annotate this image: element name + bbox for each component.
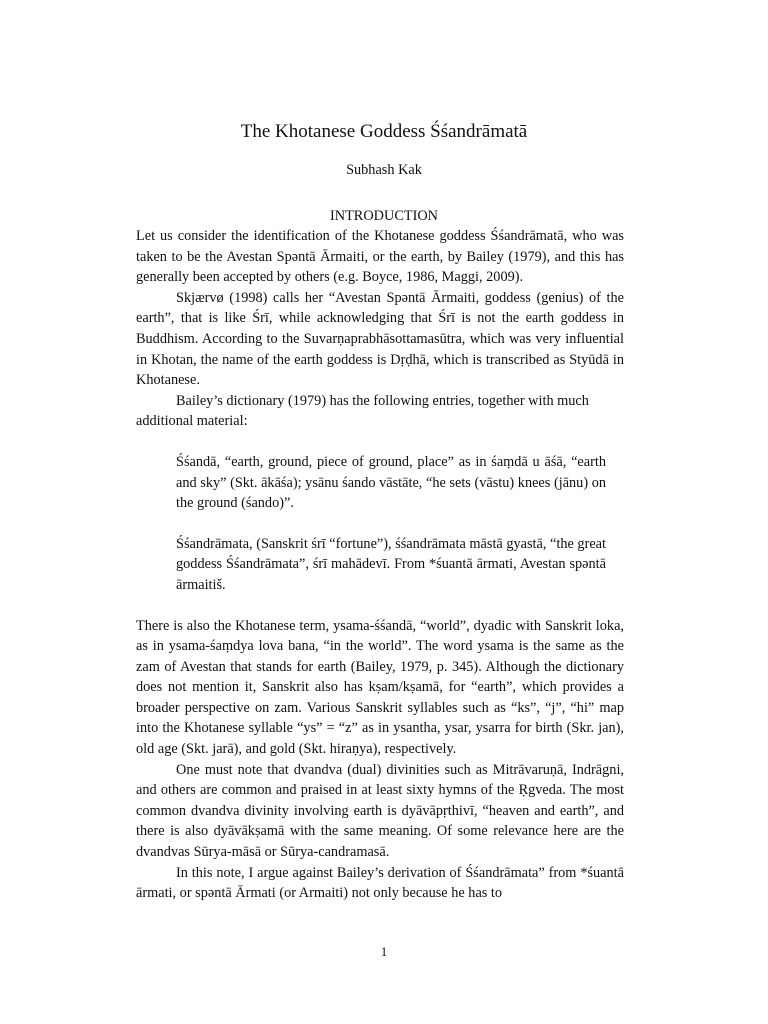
section-heading: INTRODUCTION [329, 208, 438, 224]
page-footer [0, 942, 768, 963]
author-name: Subhash Kak [346, 162, 422, 178]
paragraph-argument: In this note, I argue against Bailey’s derivation of Śśandrāmata” from *śuantā ārmati, or spəntā Ārmati (or Armaiti) not only because he has to [136, 864, 624, 902]
body-text [136, 226, 624, 904]
page-title: The Khotanese Goddess Śśandrāmatā [240, 121, 528, 142]
paragraph-ysama-ssanda: There is also the Khotanese term, ysama-śśandā, “world”, dyadic with Sanskrit loka, as in ysama-śaṃdya lova bana, “in the world”. The word ysama is the same as the zam of Avestan that stands for earth (Bailey, 1979, p. 345). Although the dictionary does not mention it, Sanskrit also has kṣam/kṣamā, for “earth”, which provides a broader perspective on zam. Various Sanskrit syllables such as “ks”, “j”, “hi” map into the Khotanese syllable “ys” = “z” as in ysantha, ysar, ysarra for birth (Skr. jan), old age (Skt. jarā), and gold (Skt. hiraṇya), respectively. [136, 617, 624, 758]
paragraph-skjaervo: Skjærvø (1998) calls her “Avestan Spəntā Ārmaiti, goddess (genius) of the earth”, that is like Śrī, while acknowledging that Śrī is not the earth goddess in Buddhism. According to the Suvarṇaprabhāsottamasūtra, which was very influential in Khotan, the name of the earth goddess is Dṛḍhā, which is transcribed as Styūdā in Khotanese. [136, 289, 624, 389]
paragraph-dvandva: One must note that dvandva (dual) divinities such as Mitrāvaruṇā, Indrāgni, and others are common and praised in at least sixty hymns of the Ṛgveda. The most common dvandva divinity involving earth is dyāvāpṛthivī, “heaven and earth”, and there is also dyāvākṣamā with the same meaning. Of some relevance here are the dvandvas Sūrya-māsā or Sūrya-candramasā. [136, 761, 624, 861]
dictionary-entry-ssanda: Śśandā, “earth, ground, piece of ground, place” as in śaṃdā u āśā, “earth and sky” (Skt. ākāśa); ysānu śando vāstāte, “he sets (vāstu) knees (jānu) on the ground (śando)”. [176, 453, 606, 512]
dictionary-entry-ssandramata: Śśandrāmata, (Sanskrit śrī “fortune”), śśandrāmata māstā gyastā, “the great goddess Śśandrāmata”, śrī mahādevī. From *śuantā ārmati, Avestan spəntā ārmaitiš. [176, 535, 606, 593]
paragraph-bailey-dictionary: Bailey’s dictionary (1979) has the following entries, together with much additional material: [136, 392, 589, 430]
page-number: 1 [380, 944, 388, 959]
paragraph-identification: Let us consider the identification of the Khotanese goddess Śśandrāmatā, who was taken to be the Avestan Spəntā Ārmaiti, or the earth, by Bailey (1979), and this has generally been accepted by others (e.g. Boyce, 1986, Maggi, 2009). [136, 228, 624, 286]
